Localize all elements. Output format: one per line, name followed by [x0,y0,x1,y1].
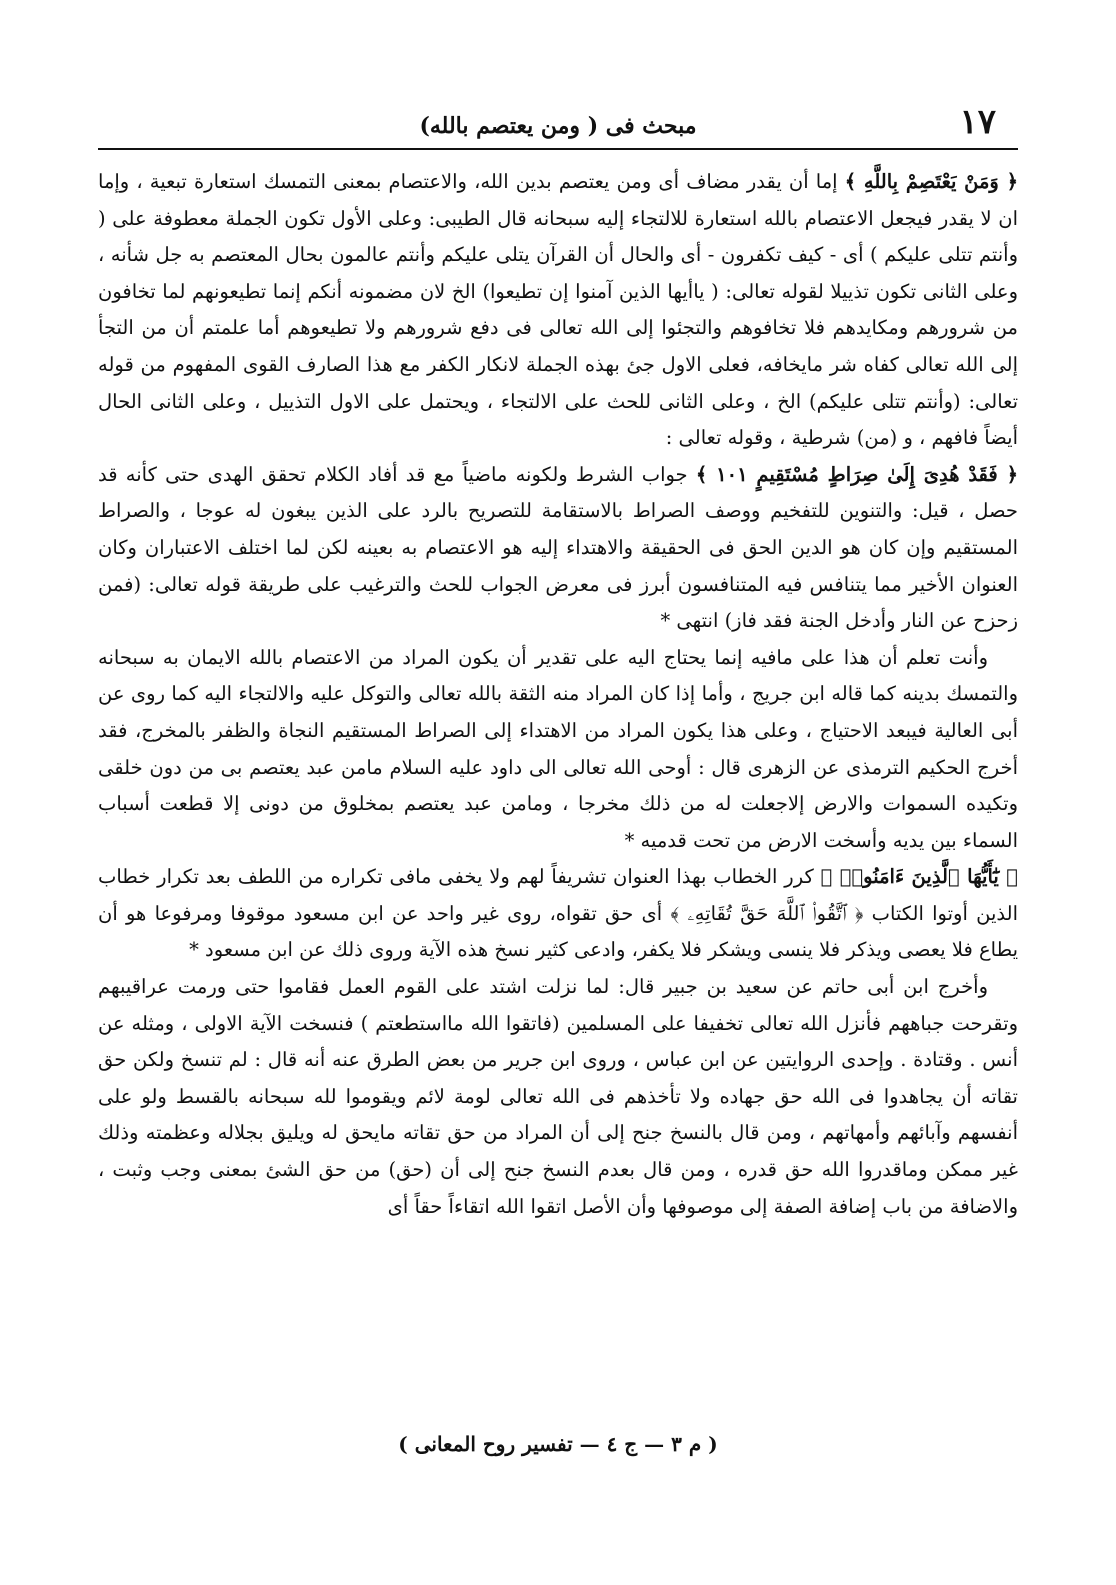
page-number: ١٧ [959,102,996,142]
paragraph-2 [98,457,1018,640]
paragraph-text-5: وأخرج ابن أبى حاتم عن سعيد بن جبير قال: لما نزلت اشتد على القوم العمل فقاموا حتى ورمت عراقيبهم وتقرحت جباههم فأنزل الله تعالى تخفيفا على المسلمين (فاتقوا الله مااستطعتم ) فنسخت الآية الاولى ، ومثله عن أنس . وقتادة . وإحدى الروايتين عن ابن عباس ، وروى ابن جرير من بعض الطرق عنه أنه قال : لم تنسخ ولكن حق تقاته أن يجاهدوا فى الله حق جهاده ولا تأخذهم فى الله تعالى لومة لائم ويقوموا لله سبحانه بالقسط ولو على أنفسهم وآبائهم وأمهاتهم ، ومن قال بالنسخ جنح إلى أن المراد من حق تقاته مايحق له ويليق بجلاله وعظمته وذلك غير ممكن وماقدروا الله حق قدره ، ومن قال بعدم النسخ جنح إلى أن (حق) من حق الشئ بمعنى وجب وثبت ، والاضافة من باب إضافة الصفة إلى موصوفها وأن الأصل اتقوا الله اتقاءاً حقاً أى [98,975,1018,1218]
paragraph-5 [98,969,1018,1225]
quran-verse-2: ﴿ فَقَدْ هُدِىَ إِلَىٰ صِرَاطٍ مُسْتَقِيمٍ ١٠١ ﴾ [695,462,1018,486]
paragraph-3 [98,640,1018,860]
quran-verse-4: ﴿ يَٰٓأَيُّهَا ٱلَّذِينَ ءَامَنُوا۟ ﴾ [820,865,1018,889]
paragraph-text-4: كرر الخطاب بهذا العنوان تشريفاً لهم ولا يخفى مافى تكراره من اللطف بعد تكرار خطاب الذين أوتوا الكتاب ﴿ ٱتَّقُوا۟ ٱللَّهَ حَقَّ تُقَاتِهِۦ ﴾ أى حق تقواه، روى غير واحد عن ابن مسعود موقوفا ومرفوعا هو أن يطاع فلا يعصى ويذكر فلا ينسى ويشكر فلا يكفر، وادعى كثير نسخ هذه الآية وروى ذلك عن ابن مسعود * [98,865,1018,962]
footer-signature: ( م ٣ — ج ٤ — تفسير روح المعانى ) [398,1432,718,1456]
paragraph-text-2: جواب الشرط ولكونه ماضياً مع قد أفاد الكلام تحقق الهدى حتى كأنه قد حصل ، قيل: والتنوين للتفخيم ووصف الصراط بالاستقامة للتصريح بالرد على الذين يبغون له عوجا ، والصراط المستقيم وإن كان هو الدين الحق فى الحقيقة والاهتداء إليه هو الاعتصام به بعينه لكن لما اختلف الاعتباران وكان العنوان الأخير مما يتنافس فيه المتنافسون أبرز فى معرض الجواب للحث والترغيب على طريقة قوله تعالى: (فمن زحزح عن النار وأدخل الجنة فقد فاز) انتهى * [98,462,1018,633]
book-page [98,96,1018,1516]
paragraph-text-1: إما أن يقدر مضاف أى ومن يعتصم بدين الله، والاعتصام بمعنى التمسك استعارة تبعية ، وإما ان لا يقدر فيجعل الاعتصام بالله استعارة للالتجاء إليه سبحانه قال الطيبى: وعلى الأول تكون الجملة معطوفة على ( وأنتم تتلى عليكم ) أى - كيف تكفرون - أى والحال أن القرآن يتلى عليكم وأنتم عالمون بحال المعتصم به جل شأنه ، وعلى الثانى تكون تذييلا لقوله تعالى: ( ياأيها الذين آمنوا إن تطيعوا) الخ لان مضمونه أنكم إنما تطيعونهم لما تخافون من شرورهم ومكايدهم فلا تخافوهم والتجئوا إلى الله تعالى فى دفع شرورهم ولا تطيعوهم أما علمتم أن من التجأ إلى الله تعالى كفاه شر مايخافه، فعلى الاول جئ بهذه الجملة لانكار الكفر مع هذا الصارف القوى المفهوم من قوله تعالى: (وأنتم تتلى عليكم) الخ ، وعلى الثانى للحث على الالتجاء ، ويحتمل على الاول التذييل ، وعلى الثانى الحال أيضاً فافهم ، و (من) شرطية ، وقوله تعالى : [98,170,1018,450]
page-header [98,96,1018,150]
running-head: مبحث فى ( ومن يعتصم بالله) [419,113,697,139]
paragraph-4 [98,859,1018,969]
paragraph-text-3: وأنت تعلم أن هذا على مافيه إنما يحتاج اليه على تقدير أن يكون المراد من الاعتصام بالله الايمان به سبحانه والتمسك بدينه كما قاله ابن جريج ، وأما إذا كان المراد منه الثقة بالله تعالى والتوكل عليه والالتجاء اليه كما روى عن أبى العالية فيبعد الاحتياج ، وعلى هذا يكون المراد من الاهتداء إلى الصراط المستقيم النجاة والظفر بالمخرج، فقد أخرج الحكيم الترمذى عن الزهرى قال : أوحى الله تعالى الى داود عليه السلام مامن عبد يعتصم بى من دون خلقى وتكيده السموات والارض إلاجعلت له من ذلك مخرجا ، ومامن عبد يعتصم بمخلوق من دونى إلا قطعت أسباب السماء بين يديه وأسخت الارض من تحت قدميه * [98,645,1018,852]
paragraph-1 [98,164,1018,457]
body-text [98,164,1018,1225]
quran-verse-1: ﴿ وَمَنْ يَعْتَصِمْ بِاللَّهِ ﴾ [844,170,1018,193]
